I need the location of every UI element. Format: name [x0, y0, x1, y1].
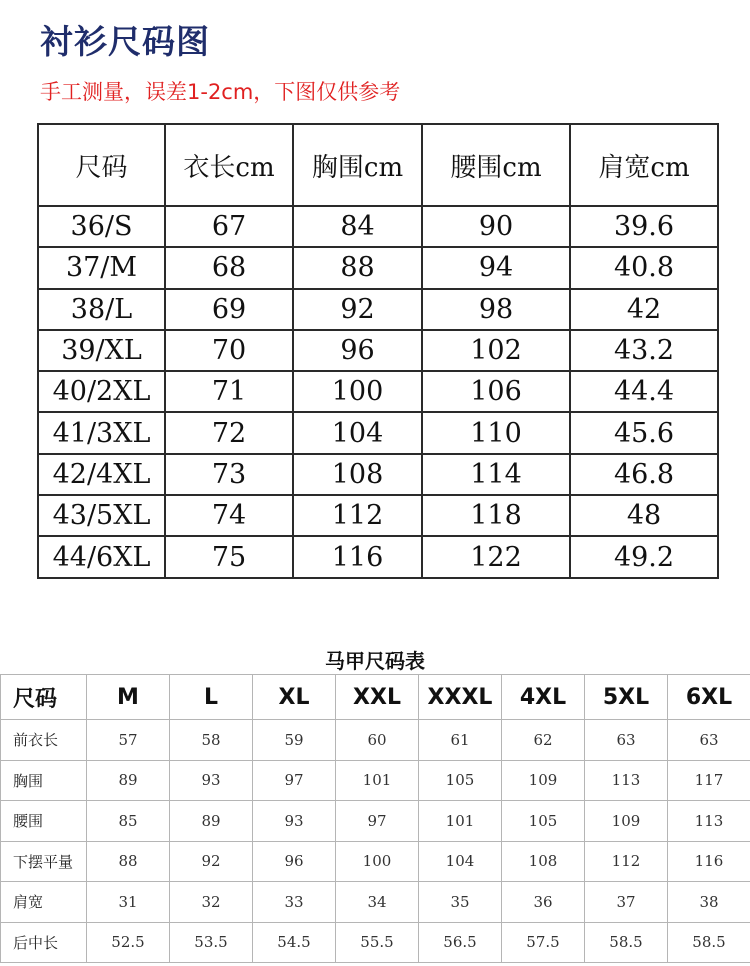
- table-cell: 96: [293, 330, 422, 371]
- measurement-label-cell: 肩宽: [1, 882, 87, 923]
- table-cell: 100: [293, 371, 422, 412]
- table-row: [38, 454, 718, 495]
- table-cell: 101: [336, 760, 419, 801]
- table-row: [1, 841, 750, 882]
- table-cell: 92: [170, 841, 253, 882]
- table-row: [38, 412, 718, 453]
- shirt-size-table: [37, 123, 719, 579]
- table-cell: 122: [422, 536, 570, 577]
- table-cell: 93: [253, 801, 336, 842]
- table-cell: 93: [170, 760, 253, 801]
- table-row: [38, 247, 718, 288]
- table-cell: 118: [422, 495, 570, 536]
- table-row: [1, 720, 750, 761]
- table-row: [38, 330, 718, 371]
- table-cell: 74: [165, 495, 293, 536]
- table-cell: 90: [422, 206, 570, 247]
- table-cell: 59: [253, 720, 336, 761]
- table-cell: 42: [570, 289, 718, 330]
- table-cell: 39.6: [570, 206, 718, 247]
- size-label-cell: 38/L: [38, 289, 165, 330]
- shirt-header-size: 尺码: [38, 124, 165, 206]
- shirt-header-length: 衣长cm: [165, 124, 293, 206]
- table-cell: 52.5: [87, 922, 170, 963]
- table-row: [38, 289, 718, 330]
- table-cell: 69: [165, 289, 293, 330]
- vest-header-xxxl: XXXL: [419, 675, 502, 720]
- table-cell: 112: [585, 841, 668, 882]
- table-cell: 57: [87, 720, 170, 761]
- table-cell: 34: [336, 882, 419, 923]
- table-cell: 32: [170, 882, 253, 923]
- table-cell: 67: [165, 206, 293, 247]
- table-cell: 105: [419, 760, 502, 801]
- table-cell: 94: [422, 247, 570, 288]
- table-cell: 58.5: [668, 922, 750, 963]
- size-label-cell: 37/M: [38, 247, 165, 288]
- size-label-cell: 40/2XL: [38, 371, 165, 412]
- table-cell: 61: [419, 720, 502, 761]
- table-cell: 37: [585, 882, 668, 923]
- measurement-note: 手工测量，误差1-2cm，下图仅供参考: [40, 80, 401, 104]
- table-cell: 46.8: [570, 454, 718, 495]
- table-cell: 63: [585, 720, 668, 761]
- vest-header-xl: XL: [253, 675, 336, 720]
- table-cell: 116: [668, 841, 750, 882]
- table-cell: 72: [165, 412, 293, 453]
- vest-table-header-row: [1, 675, 750, 720]
- table-cell: 97: [253, 760, 336, 801]
- table-cell: 68: [165, 247, 293, 288]
- table-cell: 101: [419, 801, 502, 842]
- table-cell: 89: [170, 801, 253, 842]
- table-cell: 88: [87, 841, 170, 882]
- table-cell: 43.2: [570, 330, 718, 371]
- size-label-cell: 39/XL: [38, 330, 165, 371]
- measurement-label-cell: 下摆平量: [1, 841, 87, 882]
- table-cell: 113: [585, 760, 668, 801]
- table-cell: 49.2: [570, 536, 718, 577]
- table-cell: 102: [422, 330, 570, 371]
- table-cell: 70: [165, 330, 293, 371]
- table-cell: 112: [293, 495, 422, 536]
- size-label-cell: 44/6XL: [38, 536, 165, 577]
- size-label-cell: 41/3XL: [38, 412, 165, 453]
- shirt-header-waist: 腰围cm: [422, 124, 570, 206]
- table-cell: 45.6: [570, 412, 718, 453]
- table-cell: 89: [87, 760, 170, 801]
- measurement-label-cell: 前衣长: [1, 720, 87, 761]
- table-row: [1, 922, 750, 963]
- table-cell: 71: [165, 371, 293, 412]
- table-cell: 57.5: [502, 922, 585, 963]
- measurement-label-cell: 腰围: [1, 801, 87, 842]
- table-cell: 108: [293, 454, 422, 495]
- vest-size-table: [0, 674, 750, 963]
- table-cell: 108: [502, 841, 585, 882]
- table-cell: 36: [502, 882, 585, 923]
- table-cell: 62: [502, 720, 585, 761]
- table-row: [38, 495, 718, 536]
- table-cell: 58.5: [585, 922, 668, 963]
- table-cell: 35: [419, 882, 502, 923]
- vest-header-4xl: 4XL: [502, 675, 585, 720]
- table-cell: 104: [419, 841, 502, 882]
- table-cell: 38: [668, 882, 750, 923]
- vest-header-m: M: [87, 675, 170, 720]
- vest-size-chart-title: 马甲尺码表: [325, 649, 425, 673]
- table-cell: 55.5: [336, 922, 419, 963]
- table-cell: 48: [570, 495, 718, 536]
- table-cell: 106: [422, 371, 570, 412]
- table-cell: 75: [165, 536, 293, 577]
- table-cell: 104: [293, 412, 422, 453]
- table-row: [38, 371, 718, 412]
- table-row: [1, 760, 750, 801]
- table-cell: 113: [668, 801, 750, 842]
- shirt-header-shoulder: 肩宽cm: [570, 124, 718, 206]
- table-cell: 84: [293, 206, 422, 247]
- table-cell: 56.5: [419, 922, 502, 963]
- table-row: [1, 882, 750, 923]
- table-cell: 44.4: [570, 371, 718, 412]
- table-cell: 100: [336, 841, 419, 882]
- shirt-table-header-row: [38, 124, 718, 206]
- size-label-cell: 36/S: [38, 206, 165, 247]
- table-cell: 33: [253, 882, 336, 923]
- table-cell: 60: [336, 720, 419, 761]
- measurement-label-cell: 后中长: [1, 922, 87, 963]
- table-cell: 58: [170, 720, 253, 761]
- table-row: [38, 206, 718, 247]
- table-row: [38, 536, 718, 577]
- table-row: [1, 801, 750, 842]
- vest-header-6xl: 6XL: [668, 675, 750, 720]
- table-cell: 85: [87, 801, 170, 842]
- table-cell: 88: [293, 247, 422, 288]
- size-label-cell: 42/4XL: [38, 454, 165, 495]
- table-cell: 110: [422, 412, 570, 453]
- table-cell: 53.5: [170, 922, 253, 963]
- table-cell: 63: [668, 720, 750, 761]
- vest-header-5xl: 5XL: [585, 675, 668, 720]
- measurement-label-cell: 胸围: [1, 760, 87, 801]
- table-cell: 105: [502, 801, 585, 842]
- vest-header-l: L: [170, 675, 253, 720]
- vest-header-size: 尺码: [1, 675, 87, 720]
- table-cell: 31: [87, 882, 170, 923]
- shirt-header-chest: 胸围cm: [293, 124, 422, 206]
- shirt-size-chart-title: 衬衫尺码图: [40, 22, 210, 61]
- table-cell: 54.5: [253, 922, 336, 963]
- table-cell: 116: [293, 536, 422, 577]
- table-cell: 73: [165, 454, 293, 495]
- size-label-cell: 43/5XL: [38, 495, 165, 536]
- table-cell: 40.8: [570, 247, 718, 288]
- table-cell: 114: [422, 454, 570, 495]
- table-cell: 96: [253, 841, 336, 882]
- table-cell: 97: [336, 801, 419, 842]
- vest-header-xxl: XXL: [336, 675, 419, 720]
- table-cell: 92: [293, 289, 422, 330]
- table-cell: 98: [422, 289, 570, 330]
- table-cell: 109: [502, 760, 585, 801]
- table-cell: 117: [668, 760, 750, 801]
- table-cell: 109: [585, 801, 668, 842]
